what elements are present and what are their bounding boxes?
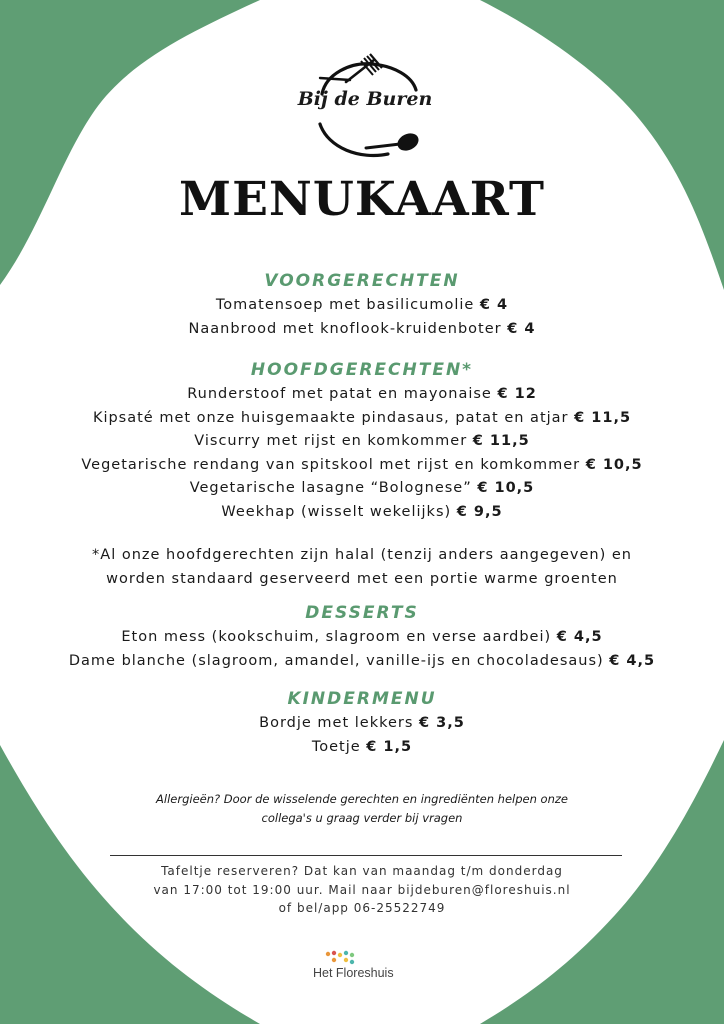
item-price: € 10,5 [477, 480, 535, 496]
menu-item: Dame blanche (slagroom, amandel, vanille-ijs en chocoladesaus) € 4,5 [68, 652, 656, 669]
menu-item: Viscurry met rijst en komkommer € 11,5 [194, 433, 530, 449]
menu-item: Tomatensoep met basilicumolie € 4 [215, 297, 509, 313]
menu-item: Vegetarische rendang van spitskool met rijst en komkommer € 10,5 [81, 456, 643, 473]
divider [110, 855, 622, 856]
section-voorgerechten [0, 268, 724, 341]
item-price: € 1,5 [366, 738, 413, 755]
item-price: € 9,5 [456, 503, 503, 520]
item-price: € 4,5 [609, 652, 656, 669]
item-price: € 4,5 [556, 629, 603, 645]
item-price: € 12 [497, 386, 537, 402]
menu-item: Bordje met lekkers € 3,5 [259, 715, 465, 731]
menu-item: Runderstoof met patat en mayonaise € 12 [187, 386, 537, 402]
item-price: € 10,5 [585, 456, 643, 473]
spoon-icon [366, 130, 421, 154]
section-title: KINDERMENU [287, 689, 437, 709]
plate-arc-bottom [320, 124, 388, 156]
logo-text: Bij de Buren [297, 88, 433, 110]
section-kindermenu [0, 686, 724, 759]
menu-item: Kipsaté met onze huisgemaakte pindasaus, patat en atjar € 11,5 [92, 409, 632, 426]
menu-item: Weekhap (wisselt wekelijks) € 9,5 [221, 503, 503, 520]
item-price: € 4 [507, 320, 536, 337]
item-price: € 11,5 [472, 433, 530, 449]
section-title: DESSERTS [305, 603, 419, 623]
menu-item: Eton mess (kookschuim, slagroom en verse aardbei) € 4,5 [121, 629, 603, 645]
section-desserts [0, 600, 724, 673]
halal-note: *Al onze hoofdgerechten zijn halal (tenzij anders aangegeven) en worden standaard geserveerd met een portie warme groenten [92, 547, 632, 587]
floreshuis-logo [310, 950, 430, 984]
allergy-note: Allergieën? Door de wisselende gerechten en ingrediënten helpen onze collega's u graag verder bij vragen [156, 792, 568, 825]
item-price: € 4 [479, 297, 509, 313]
page-title: MENUKAART [179, 172, 545, 227]
menu-item: Toetje € 1,5 [311, 738, 413, 755]
section-hoofdgerechten [0, 357, 724, 524]
item-price: € 3,5 [419, 715, 465, 731]
fork-icon [320, 54, 382, 82]
reservation-info: Tafeltje reserveren? Dat kan van maandag t/m donderdag van 17:00 tot 19:00 uur. Mail naar bijdeburen@floreshuis.nl of bel/app 06-25522749 [153, 864, 571, 915]
section-title: HOOFDGERECHTEN* [250, 360, 474, 380]
floreshuis-text: Het Floreshuis [313, 966, 394, 980]
section-title: VOORGERECHTEN [264, 271, 460, 291]
menu-item: Vegetarische lasagne “Bolognese” € 10,5 [189, 480, 535, 496]
item-price: € 11,5 [574, 409, 632, 426]
menu-item: Naanbrood met knoflook-kruidenboter € 4 [188, 320, 536, 337]
restaurant-logo [290, 52, 440, 164]
